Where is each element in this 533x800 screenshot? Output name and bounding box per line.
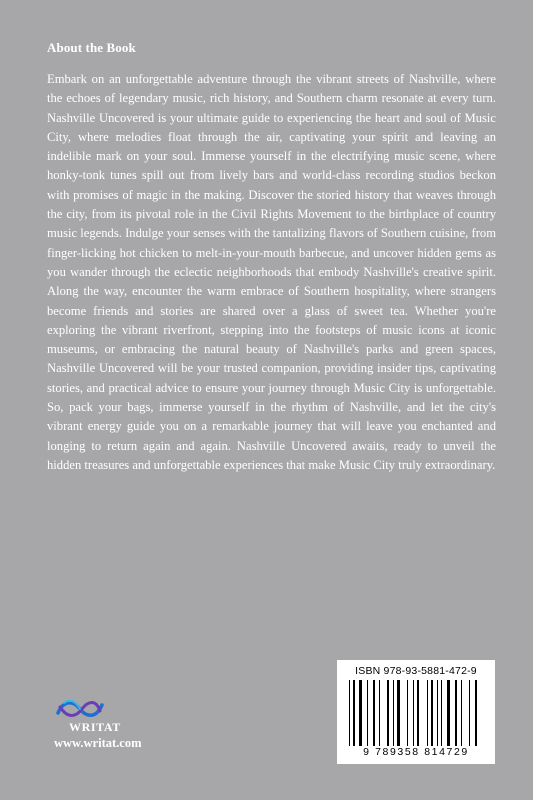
infinity-swirl-icon bbox=[54, 695, 106, 723]
barcode-bar bbox=[437, 680, 438, 746]
barcode-bar bbox=[367, 680, 368, 746]
publisher-name: WRITAT bbox=[69, 720, 121, 734]
barcode-bar bbox=[397, 680, 400, 746]
isbn-barcode bbox=[337, 660, 495, 764]
barcode-bar bbox=[441, 680, 442, 746]
barcode-bar bbox=[455, 680, 457, 746]
publisher-website: www.writat.com bbox=[54, 736, 142, 750]
barcode-bar bbox=[461, 680, 462, 746]
barcode-bar bbox=[379, 680, 380, 746]
barcode-bar bbox=[407, 680, 408, 746]
barcode-bar bbox=[427, 680, 428, 746]
isbn-label: ISBN 978-93-5881-472-9 bbox=[355, 665, 477, 677]
barcode-bar bbox=[431, 680, 433, 746]
barcode-bar bbox=[413, 680, 414, 746]
barcode-bar bbox=[349, 680, 350, 746]
publisher-logo bbox=[54, 695, 174, 755]
barcode-bar bbox=[417, 680, 419, 746]
barcode-bar bbox=[475, 680, 477, 746]
barcode-bars bbox=[349, 680, 483, 746]
barcode-bar bbox=[373, 680, 375, 746]
section-heading: About the Book bbox=[47, 40, 136, 55]
barcode-bar bbox=[359, 680, 362, 746]
barcode-bar bbox=[469, 680, 470, 746]
barcode-digits: 9 789358 814729 bbox=[363, 746, 469, 758]
book-description: Embark on an unforgettable adventure through the vibrant streets of Nashville, where the echoes of legendary music, rich history, and Southern charm resonate at every turn. Nashville Uncovered is your ultimate guide to experiencing the heart and soul of Music City, where melodies float through the air, captivating your spirit and leaving an indelible mark on your soul. Immerse yourself in the electrifying music scene, where honky-tonk tunes spill out from lively bars and world-class recording studios beckon with promises of magic in the making. Discover the storied history that weaves through the city, from its pivotal role in the Civil Rights Movement to the birthplace of country music legends. Indulge your senses with the tantalizing flavors of Southern cuisine, from finger-licking hot chicken to melt-in-your-mouth barbecue, and uncover hidden gems as you wander through the eclectic neighborhoods that embody Nashville's creative spirit. Along the way, encounter the warm embrace of Southern hospitality, where strangers become friends and stories are shared over a glass of sweet tea. Whether you're exploring the vibrant riverfront, stepping into the footsteps of music icons at iconic museums, or embracing the natural beauty of Nashville's parks and green spaces, Nashville Uncovered will be your trusted companion, providing insider tips, captivating stories, and practical advice to ensure your journey through Music City is unforgettable. So, pack your bags, immerse yourself in the rhythm of Nashville, and let the city's vibrant energy guide you on a remarkable journey that will leave you enchanted and longing to return again and again. Nashville Uncovered awaits, ready to unveil the hidden treasures and unforgettable experiences that make Music City truly extraordinary. bbox=[47, 72, 496, 472]
barcode-bar bbox=[393, 680, 394, 746]
barcode-bar bbox=[353, 680, 355, 746]
barcode-bar bbox=[447, 680, 450, 746]
barcode-bar bbox=[387, 680, 389, 746]
